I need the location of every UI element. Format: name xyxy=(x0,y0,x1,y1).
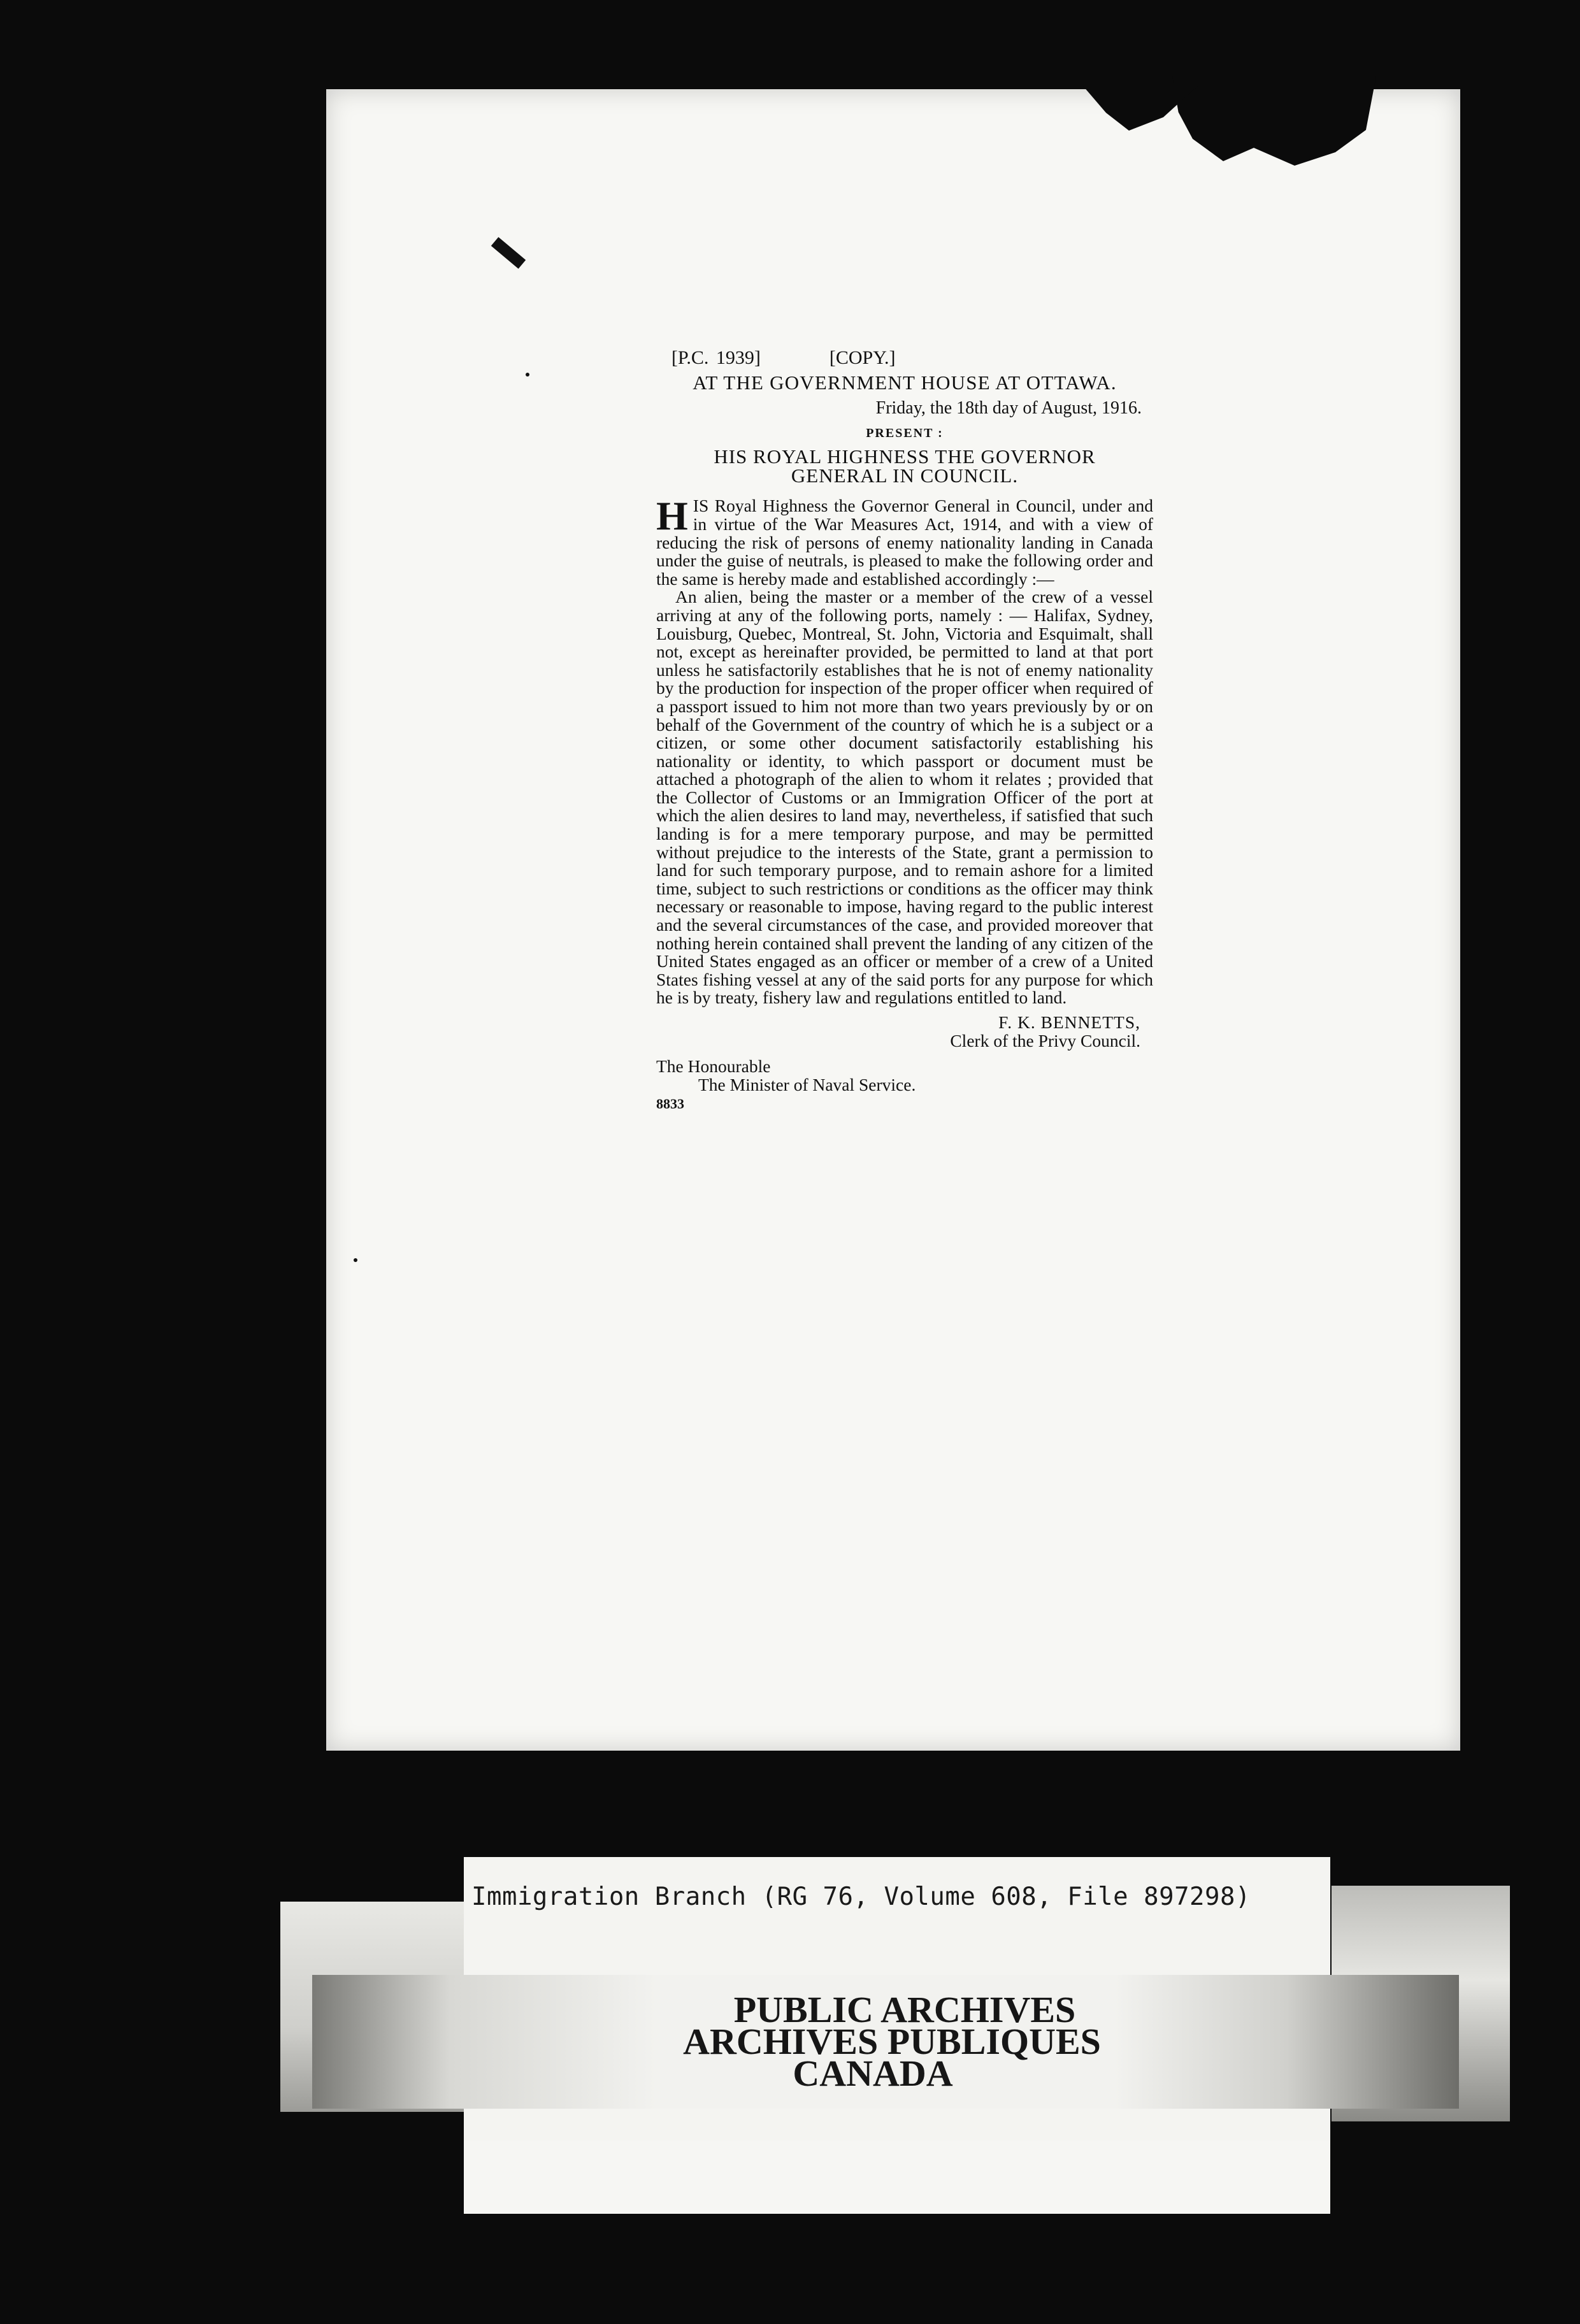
order-header-line xyxy=(672,349,1153,368)
order-body xyxy=(656,493,1153,1008)
date-line: Friday, the 18th day of August, 1916. xyxy=(875,398,1142,419)
copy-marker: [COPY.] xyxy=(829,347,896,368)
archives-stamp xyxy=(663,1989,1121,2094)
order-number: [P.C. 1939] xyxy=(672,347,761,368)
document-number: 8833 xyxy=(656,1096,684,1112)
dust-speck xyxy=(354,1258,357,1262)
archive-reference: Immigration Branch (RG 76, Volume 608, File 897298) xyxy=(471,1883,1251,1911)
addressee-line2: The Minister of Naval Service. xyxy=(698,1074,916,1094)
stamp-line2: ARCHIVES PUBLIQUES xyxy=(683,2021,1101,2062)
present-label: PRESENT : xyxy=(866,426,944,440)
paragraph-1 xyxy=(656,493,1153,589)
dust-speck xyxy=(526,373,529,377)
council-heading-line2: GENERAL IN COUNCIL. xyxy=(791,464,1019,487)
stamp-line1: PUBLIC ARCHIVES xyxy=(733,1989,1076,2030)
council-heading xyxy=(656,447,1153,485)
paragraph-2: An alien, being the master or a member of the crew of a vessel arriving at any of the following ports, namely : — Halifax, Sydney, Louisburg, Quebec, Montreal, St. John, Victoria and Esquimalt, shall not, except as hereinafter provided, be permitted to land at that port unless he satisfactorily establishes that he is not of enemy nationality by the production for inspection of the proper officer when required of a passport issued to him not more than two years previously by or on behalf of the Government of the country of which he is a subject or a citizen, or some other document satisfactorily establishing his nationality or identity, to which passport or document must be attached a photograph of the alien to whom it relates ; provided that the Collector of Customs or an Immigration Officer of the port at which the alien desires to land may, nevertheless, if satisfied that such landing is for a mere temporary purpose, and may be permitted without prejudice to the interests of the State, grant a permission to land for such temporary purpose, and to remain ashore for a limited time, subject to such restrictions or conditions as the officer may think necessary or reasonable to impose, having regard to the public interest and the several circumstances of the case, and provided moreover that nothing herein contained shall prevent the landing of any citizen of the United States engaged as an officer or member of a crew of a United States fishing vessel at any of the said ports for any purpose for which he is by treaty, fishery law and regulations entitled to land. xyxy=(656,587,1153,1008)
stamp-line3: CANADA xyxy=(793,2053,953,2094)
order-in-council-text xyxy=(656,349,1153,1114)
signatory-title: Clerk of the Privy Council. xyxy=(950,1030,1140,1051)
place-heading: AT THE GOVERNMENT HOUSE AT OTTAWA. xyxy=(693,371,1117,394)
signature-block xyxy=(656,1014,1153,1050)
signatory-name: F. K. BENNETTS, xyxy=(998,1012,1140,1032)
lower-card xyxy=(464,2141,1330,2214)
council-heading-line1: HIS ROYAL HIGHNESS THE GOVERNOR xyxy=(714,445,1096,468)
paragraph-1-text: IS Royal Highness the Governor General in Council, under and in virtue of the War Measures Act, 1914, and with a view of reducing the risk of persons of enemy nationality landing in Canada under the guise of neutrals, is pleased to make the following order and the same is hereby made and established accordingly :— xyxy=(656,496,1153,589)
addressee-block xyxy=(656,1058,1153,1094)
drop-cap: H xyxy=(656,493,688,539)
addressee-line1: The Honourable xyxy=(656,1056,771,1077)
